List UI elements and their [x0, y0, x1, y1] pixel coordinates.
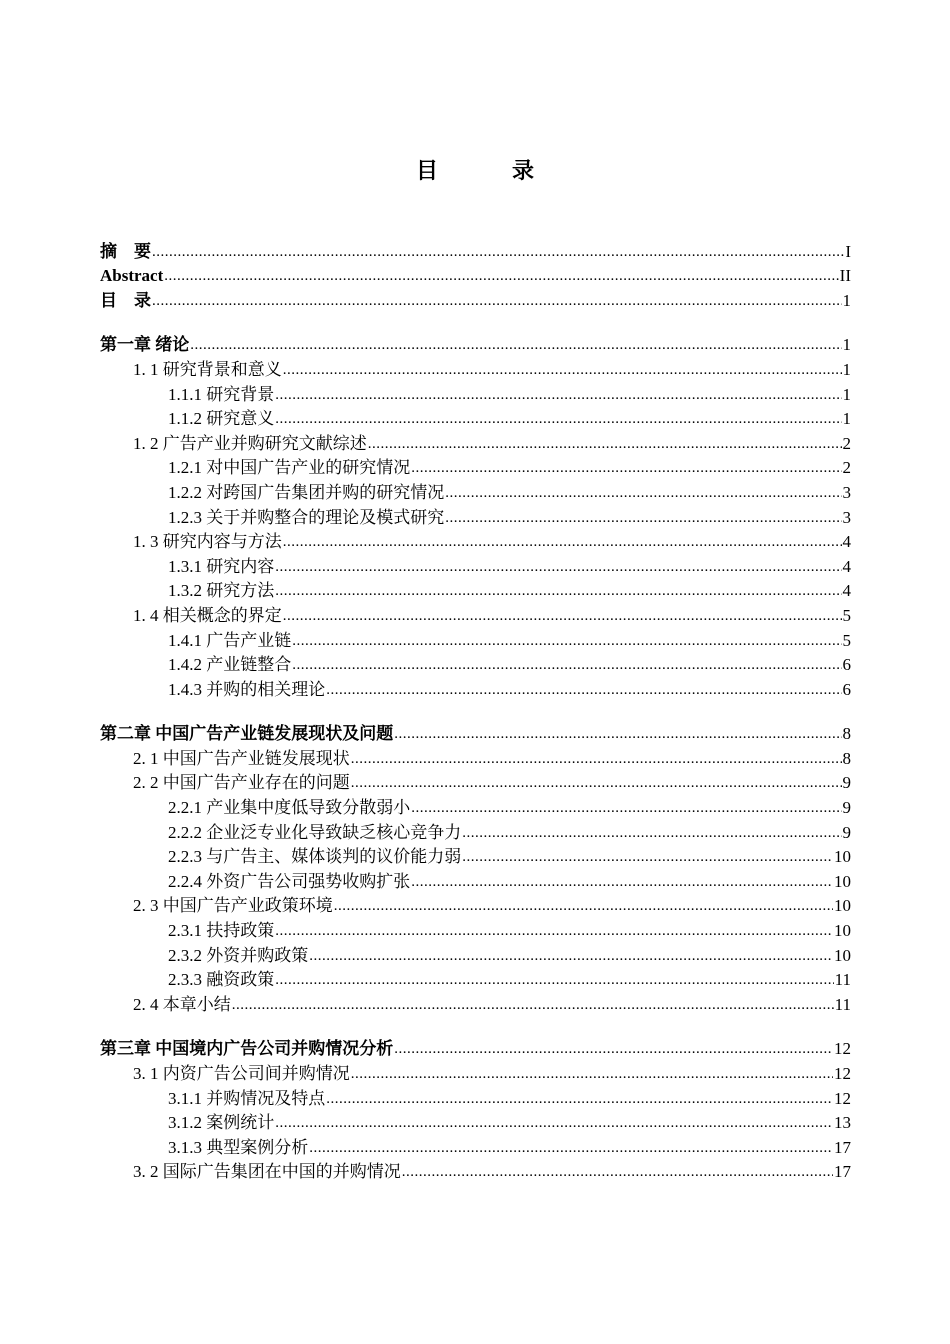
toc-entry[interactable] — [100, 286, 851, 311]
toc-entry-page-number: 1 — [842, 335, 851, 355]
toc-leader-dots — [394, 1039, 833, 1059]
toc-entry[interactable] — [100, 651, 851, 676]
toc-entry-page-number: 10 — [834, 921, 851, 941]
toc-entry[interactable] — [100, 331, 851, 356]
toc-entry-label: 1.2.3 关于并购整合的理论及模式研究 — [168, 507, 445, 527]
toc-entry-label: 1.4.1 广告产业链 — [168, 630, 292, 650]
toc-entry[interactable] — [100, 454, 851, 479]
toc-leader-dots — [232, 995, 834, 1015]
toc-entry-label: 1.4.2 产业链整合 — [168, 655, 292, 675]
toc-entry-page-number: 6 — [842, 655, 851, 675]
toc-entry[interactable] — [100, 1133, 851, 1158]
toc-entry-label: 1.3.2 研究方法 — [168, 581, 275, 601]
toc-entry[interactable] — [100, 818, 851, 843]
toc-leader-dots — [368, 434, 842, 454]
toc-entry[interactable] — [100, 429, 851, 454]
toc-entry-page-number: 12 — [834, 1064, 851, 1083]
toc-entry-label: 2. 1 中国广告产业链发展现状 — [133, 748, 350, 768]
toc-entry-page-number: 12 — [834, 1088, 851, 1108]
toc-entry-page-number: 8 — [842, 748, 851, 768]
toc-entry-page-number: 5 — [842, 605, 851, 625]
toc-entry-page-number: 12 — [834, 1039, 851, 1059]
toc-leader-dots — [462, 823, 841, 843]
toc-entry-label: 2.2.4 外资广告公司强势收购扩张 — [168, 871, 411, 891]
toc-entry[interactable] — [100, 966, 851, 991]
toc-leader-dots — [326, 680, 841, 700]
toc-leader-dots — [445, 508, 841, 528]
toc-entry-page-number: 10 — [834, 871, 851, 891]
toc-leader-dots — [283, 360, 842, 380]
toc-entry[interactable] — [100, 478, 851, 503]
toc-leader-dots — [309, 1138, 833, 1158]
toc-entry-page-number: 4 — [842, 556, 851, 576]
toc-entry-page-number: 5 — [842, 630, 851, 650]
toc-entry[interactable] — [100, 990, 851, 1015]
toc-entry[interactable] — [100, 720, 851, 745]
toc-entry-label: 2.3.2 外资并购政策 — [168, 945, 309, 965]
toc-entry-page-number: 17 — [834, 1162, 851, 1182]
toc-leader-dots — [283, 606, 842, 626]
toc-entry[interactable] — [100, 1084, 851, 1109]
toc-entry-label: Abstract — [100, 266, 164, 286]
toc-entry-label: 1. 3 研究内容与方法 — [133, 532, 282, 552]
toc-entry[interactable] — [100, 941, 851, 966]
toc-leader-dots — [164, 266, 838, 286]
toc-entry-label: 2.3.1 扶持政策 — [168, 921, 275, 941]
toc-entry-label: 1. 4 相关概念的界定 — [133, 605, 282, 625]
toc-entry[interactable] — [100, 626, 851, 651]
toc-entry-page-number: 1 — [842, 384, 851, 404]
toc-entry-page-number: 1 — [842, 290, 851, 310]
toc-title: 目 录 — [415, 158, 560, 183]
toc-entry-label: 3. 2 国际广告集团在中国的并购情况 — [133, 1162, 401, 1182]
toc-entry-page-number: 3 — [842, 482, 851, 502]
toc-entry-page-number: 10 — [834, 896, 851, 916]
toc-entry-label: 3.1.2 案例统计 — [168, 1113, 275, 1133]
toc-entry[interactable] — [100, 843, 851, 868]
toc-leader-dots — [411, 798, 841, 818]
toc-entry-label: 1.2.2 对跨国广告集团并购的研究情况 — [168, 482, 445, 502]
toc-entry-label: 2.2.3 与广告主、媒体谈判的议价能力弱 — [168, 847, 462, 867]
toc-entry-page-number: 17 — [834, 1137, 851, 1157]
toc-leader-dots — [351, 773, 842, 793]
toc-leader-dots — [334, 896, 833, 916]
toc-entry[interactable] — [100, 793, 851, 818]
toc-leader-dots — [275, 581, 841, 601]
toc-leader-dots — [394, 724, 841, 744]
toc-leader-dots — [292, 655, 841, 675]
toc-entry-label: 目 录 — [100, 290, 151, 310]
toc-leader-dots — [351, 1064, 833, 1084]
toc-entry-page-number: 2 — [842, 433, 851, 453]
toc-entry-page-number: 11 — [834, 994, 851, 1014]
toc-entry-page-number: 3 — [842, 507, 851, 527]
toc-entry-label: 2. 2 中国广告产业存在的问题 — [133, 773, 350, 793]
toc-leader-dots — [275, 557, 841, 577]
toc-entry-label: 3. 1 内资广告公司间并购情况 — [133, 1064, 350, 1083]
toc-entry-label: 1. 2 广告产业并购研究文献综述 — [133, 433, 367, 453]
toc-leader-dots — [283, 532, 842, 552]
table-of-contents — [100, 237, 851, 1182]
toc-entry-page-number: 6 — [842, 679, 851, 699]
toc-entry-label: 2. 3 中国广告产业政策环境 — [133, 896, 333, 916]
toc-entry-page-number: 2 — [842, 458, 851, 478]
toc-entry-page-number: 4 — [842, 532, 851, 552]
toc-entry[interactable] — [100, 262, 851, 287]
toc-entry[interactable] — [100, 769, 851, 794]
toc-entry-label: 1.3.1 研究内容 — [168, 556, 275, 576]
toc-entry[interactable] — [100, 867, 851, 892]
toc-entry[interactable] — [100, 528, 851, 553]
toc-entry[interactable] — [100, 675, 851, 700]
toc-leader-dots — [275, 385, 841, 405]
toc-entry-label: 2.2.1 产业集中度低导致分散弱小 — [168, 798, 411, 818]
toc-entry[interactable] — [100, 601, 851, 626]
toc-entry-label: 第三章 中国境内广告公司并购情况分析 — [100, 1039, 394, 1059]
toc-leader-dots — [309, 946, 833, 966]
toc-entry[interactable] — [100, 503, 851, 528]
toc-leader-dots — [275, 921, 833, 941]
toc-leader-dots — [411, 872, 833, 892]
toc-leader-dots — [292, 631, 841, 651]
toc-entry-label: 2.2.2 企业泛专业化导致缺乏核心竞争力 — [168, 822, 462, 842]
toc-entry[interactable] — [100, 744, 851, 769]
toc-leader-dots — [351, 749, 842, 769]
toc-entry-page-number: 9 — [842, 798, 851, 818]
toc-entry-page-number: 10 — [834, 945, 851, 965]
toc-entry-page-number: 9 — [842, 773, 851, 793]
toc-entry[interactable] — [100, 380, 851, 405]
toc-entry-label: 3.1.3 典型案例分析 — [168, 1137, 309, 1157]
toc-entry-label: 1.1.2 研究意义 — [168, 409, 275, 429]
toc-entry-label: 第一章 绪论 — [100, 335, 190, 355]
toc-leader-dots — [275, 970, 833, 990]
toc-entry[interactable] — [100, 1059, 851, 1084]
toc-leader-dots — [275, 1113, 833, 1133]
toc-entry[interactable] — [100, 552, 851, 577]
toc-leader-dots — [190, 335, 841, 355]
toc-entry[interactable] — [100, 1035, 851, 1060]
toc-entry-page-number: I — [845, 241, 851, 261]
toc-leader-dots — [445, 483, 841, 503]
toc-entry-page-number: 4 — [842, 581, 851, 601]
toc-entry[interactable] — [100, 405, 851, 430]
toc-entry[interactable] — [100, 577, 851, 602]
toc-leader-dots — [326, 1089, 833, 1109]
toc-entry-page-number: 1 — [842, 359, 851, 379]
toc-entry-page-number: 10 — [834, 847, 851, 867]
toc-leader-dots — [152, 291, 842, 311]
toc-leader-dots — [462, 847, 833, 867]
toc-entry-page-number: 13 — [834, 1113, 851, 1133]
toc-entry-label: 2. 4 本章小结 — [133, 994, 231, 1014]
toc-entry-page-number: 11 — [834, 970, 851, 990]
toc-leader-dots — [411, 458, 841, 478]
toc-entry-label: 1.2.1 对中国广告产业的研究情况 — [168, 458, 411, 478]
toc-entry-label: 1.1.1 研究背景 — [168, 384, 275, 404]
toc-entry[interactable] — [100, 1109, 851, 1134]
toc-entry-page-number: 1 — [842, 409, 851, 429]
toc-entry-page-number: 9 — [842, 822, 851, 842]
toc-entry-label: 2.3.3 融资政策 — [168, 970, 275, 990]
toc-leader-dots — [402, 1162, 833, 1182]
toc-entry-page-number: 8 — [842, 724, 851, 744]
toc-entry[interactable] — [100, 237, 851, 262]
toc-entry-label: 3.1.1 并购情况及特点 — [168, 1088, 326, 1108]
toc-entry-label: 1.4.3 并购的相关理论 — [168, 679, 326, 699]
toc-leader-dots — [275, 409, 841, 429]
toc-entry-label: 第二章 中国广告产业链发展现状及问题 — [100, 724, 394, 744]
toc-entry-page-number: II — [839, 266, 851, 286]
toc-entry[interactable] — [100, 916, 851, 941]
toc-entry[interactable] — [100, 355, 851, 380]
toc-entry[interactable] — [100, 892, 851, 917]
toc-entry[interactable] — [100, 1158, 851, 1183]
toc-entry-label: 1. 1 研究背景和意义 — [133, 359, 282, 379]
toc-leader-dots — [152, 242, 844, 262]
toc-entry-label: 摘 要 — [100, 241, 151, 261]
